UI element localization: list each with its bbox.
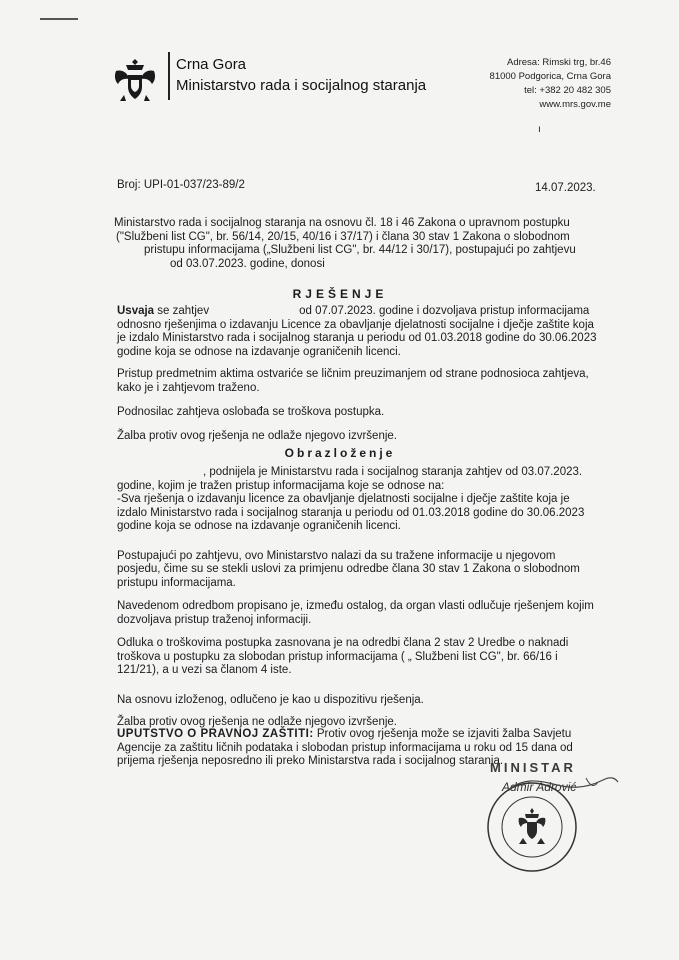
reasoning-line: Navedenom odredbom propisano je, između ostalog, da organ vlasti odlučuje rješenjem kojim [117,600,594,612]
reasoning-line: Odluka o troškovima postupka zasnovana je na odredbi člana 2 stav 2 Uredbe o naknadi [117,637,569,649]
intro-line: od 03.07.2023. godine, donosi [170,257,325,270]
reasoning-line: Postupajući po zahtjevu, ovo Ministarstvo nalazi da su tražene informacije u njegovom [117,549,556,562]
reasoning [117,466,607,730]
decision-line: odnosno rješenjima o izdavanju Licence za obavljanje djelatnosti socijalne i dječje zaštite koja [117,318,594,331]
reasoning-line: godine koja se odnose na izdavanje ograničenih licenci. [117,520,401,532]
handwritten-signature-icon [498,770,628,800]
coat-of-arms-icon [110,55,160,105]
address-city: 81000 Podgorica, Crna Gora [489,71,611,82]
intro [114,217,604,271]
signature-name: Admir Adrović [502,780,577,794]
text: , podnijela je Ministarstvu rada i socijalnog staranja zahtjev od 03.07.2023. [203,466,583,478]
legal-heading: UPUTSTVO O PRAVNOJ ZAŠTITI: [117,728,314,740]
legal-line: prijema rješenja neposredno ili preko Ministarstva rada i socijalnog staranja. [117,755,504,767]
scan-mark: ı [538,124,541,135]
signature-block [470,760,640,870]
intro-line: Ministarstvo rada i socijalnog staranja na osnovu čl. 18 i 46 Zakona o upravnom postupku [114,217,570,229]
text: se zahtjev [157,305,210,317]
intro-line: pristupu informacijama („Službeni list CG", br. 44/12 i 30/17), postupajući po zahtjevu [144,244,576,256]
reasoning-line: dozvoljava pristup traženoj informaciji. [117,613,312,626]
decision-paragraph [117,305,607,319]
legal-line [117,728,607,742]
decision-line: Žalba protiv ovog rješenja ne odlaže njegovo izvršenje. [117,429,397,442]
text: od 07.07.2023. godine i dozvoljava pristup informacijama [299,305,590,317]
decision-line: Podnosilac zahtjeva oslobađa se troškova postupka. [117,406,385,418]
decision-line: godine koja se odnose na izdavanje ograničenih licenci. [117,345,401,358]
legal-line: Agencije za zaštitu ličnih podataka i slobodan pristup informacijama u roku od 15 dana od [117,741,573,754]
decision [117,305,607,443]
document-number: Broj: UPI-01-037/23-89/2 [117,179,245,191]
reasoning-line: posjedu, čime su se stekli uslovi za primjenu odredbe člana 30 stav 1 Zakona o slobodnom [117,563,580,575]
signature-title: MINISTAR [490,760,576,775]
ministry-name: Ministarstvo rada i socijalnog staranja [176,77,427,94]
intro-line: ("Službeni list CG", br. 56/14, 20/15, 40/16 i 37/17) i člana 30 stav 1 Zakona o slobodnom [116,230,570,243]
reasoning-line: pristupu informacijama. [117,576,236,589]
reasoning-line: -Sva rješenja o izdavanju licence za obavljanje djelatnosti socijalne i dječje zaštite koja je [117,493,570,505]
decision-line: Pristup predmetnim aktima ostvariće se ličnim preuzimanjem od strane podnosioca zahtjeva, [117,368,589,380]
reasoning-line: troškova u postupku za slobodan pristup informacijama ( „ Službeni list CG", br. 66/16 i [117,650,558,663]
website: www.mrs.gov.me [539,99,611,110]
reasoning-line: 121/21), a u vezi sa članom 4 iste. [117,664,292,676]
decision-line: kako je i zahtjevom traženo. [117,381,260,394]
decision-line: je izdalo Ministarstvo rada i socijalnog staranja u periodu od 01.03.2018 godine do 30.06.2023 [117,332,597,344]
address-street: Adresa: Rimski trg, br.46 [506,57,611,68]
reasoning-line: godine, kojim je tražen pristup informacijama koje se odnose na: [117,479,445,492]
reasoning-line: Žalba protiv ovog rješenja ne odlaže njegovo izvršenje. [117,716,397,728]
title-obrazlozenje: Obrazloženje [284,446,396,460]
country-name: Crna Gora [176,56,247,73]
reasoning-line: izdalo Ministarstvo rada i socijalnog staranja u periodu od 01.03.2018 godine do 30.06.2023 [117,506,585,519]
phone: tel: +382 20 482 305 [524,85,611,96]
usvaja: Usvaja [117,305,155,317]
address-block [490,56,611,112]
header-divider [168,52,170,100]
top-mark [40,18,78,20]
text: Protiv ovog rješenja može se izjaviti žalba Savjetu [316,728,572,740]
ministry-header [176,54,426,96]
document-date: 14.07.2023. [535,182,596,194]
reasoning-line: Na osnovu izloženog, odlučeno je kao u dispozitivu rješenja. [117,693,424,706]
title-rjesenje: RJEŠENJE [292,287,388,301]
reasoning-line [117,466,607,480]
